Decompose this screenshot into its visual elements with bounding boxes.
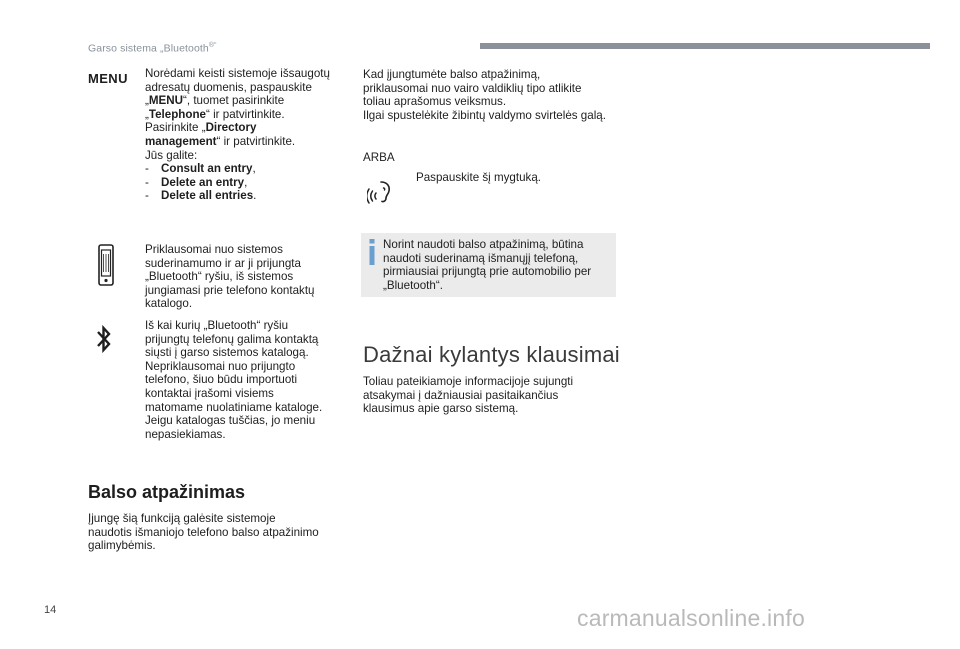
menu-button-label: MENU xyxy=(88,71,128,86)
menu-line: „MENU“, tuomet pasirinkite xyxy=(145,94,285,108)
text-line: suderinamumo ir ar ji prijungta xyxy=(145,256,301,270)
section-paragraph xyxy=(88,512,348,553)
text-line: nepasiekiamas. xyxy=(145,427,226,441)
text-line: prijungtų telefonų galima kontaktą xyxy=(145,332,319,346)
text-line: Ilgai spustelėkite žibintų valdymo svirtelės galą. xyxy=(363,108,606,122)
voice-command-icon xyxy=(367,176,399,206)
text-line: telefono, šiuo būdu importuoti xyxy=(145,373,298,387)
page-number: 14 xyxy=(44,604,57,616)
text-line: naudotis išmaniojo telefono balso atpažinimo xyxy=(88,525,319,539)
list-item: - Consult an entry, xyxy=(145,162,350,176)
text-line: atsakymai į dažniausiai pasitaikančius xyxy=(363,388,559,402)
header-divider-bar xyxy=(480,43,930,49)
directory-keyword: Directory xyxy=(205,121,257,135)
text-line: pirmiausiai prijungtą prie automobilio per xyxy=(383,265,592,279)
telephone-keyword: Telephone xyxy=(148,107,206,121)
watermark: carmanualsonline.info xyxy=(577,605,805,631)
text-line: matomame nuolatiniame kataloge. xyxy=(145,400,323,414)
text-line: Iš kai kurių „Bluetooth“ ryšiu xyxy=(145,319,289,332)
menu-line: Pasirinkite „Directory xyxy=(145,121,257,135)
text-line: kontaktai įrašomi visiems xyxy=(145,386,274,400)
or-label: ARBA xyxy=(363,151,395,164)
list-item: - Delete an entry, xyxy=(145,176,350,190)
bluetooth-icon xyxy=(95,324,113,354)
text-line: Priklausomai nuo sistemos xyxy=(145,243,283,256)
menu-line: adresatų duomenis, paspauskite xyxy=(145,80,312,94)
button-instruction: Paspauskite šį mygtuką. xyxy=(416,171,542,184)
running-header xyxy=(88,39,217,56)
text-line: Įjungę šią funkciją galėsite sistemoje xyxy=(88,512,276,525)
text-line: „Bluetooth“. xyxy=(383,278,443,292)
text-line: galimybėmis. xyxy=(88,539,156,553)
text-line: priklausomai nuo vairo valdiklių tipo atlikite xyxy=(363,81,582,95)
menu-keyword: MENU xyxy=(148,94,184,108)
menu-line: Norėdami keisti sistemoje išsaugotų xyxy=(145,67,330,80)
option-list xyxy=(145,162,350,203)
running-header-text: Garso sistema „Bluetooth xyxy=(88,42,209,55)
menu-line: „Telephone“ ir patvirtinkite. xyxy=(145,107,285,121)
text-line: Nepriklausomai nuo prijungto xyxy=(145,359,296,373)
text-line: naudoti suderinamą išmanųjį telefoną, xyxy=(383,251,579,265)
text-line: Toliau pateikiamoje informacijoje sujungti xyxy=(363,375,574,388)
faq-heading: Dažnai kylantys klausimai xyxy=(363,342,620,367)
bluetooth-directory-text xyxy=(145,319,350,441)
section-heading: Balso atpažinimas xyxy=(88,482,246,502)
smartphone-icon xyxy=(98,244,114,286)
text-line: toliau aprašomus veiksmus. xyxy=(363,95,507,109)
menu-instructions xyxy=(145,67,350,203)
text-line: Norint naudoti balso atpažinimą, būtina xyxy=(383,238,584,251)
text-line: siųsti į garso sistemos katalogą. xyxy=(145,346,309,360)
menu-line: Jūs galite: xyxy=(145,148,198,162)
text-line: „Bluetooth“ ryšiu, iš sistemos xyxy=(145,270,294,284)
running-header-sup: ®“ xyxy=(208,42,217,49)
text-line: klausimus apie garso sistemą. xyxy=(363,402,519,416)
info-note-text xyxy=(383,238,611,292)
management-keyword: management xyxy=(145,134,217,148)
text-line: Jeigu katalogas tuščias, jo meniu xyxy=(145,414,316,428)
voice-intro-paragraph xyxy=(363,68,633,122)
info-icon xyxy=(369,239,375,265)
text-line: Kad įjungtumėte balso atpažinimą, xyxy=(363,68,541,81)
menu-line: management“ ir patvirtinkite. xyxy=(145,134,296,148)
faq-paragraph xyxy=(363,375,623,416)
text-line: jungiamasi prie telefono kontaktų xyxy=(145,283,315,297)
list-item: - Delete all entries. xyxy=(145,189,350,203)
text-line: katalogo. xyxy=(145,297,193,311)
phone-directory-text xyxy=(145,243,350,311)
